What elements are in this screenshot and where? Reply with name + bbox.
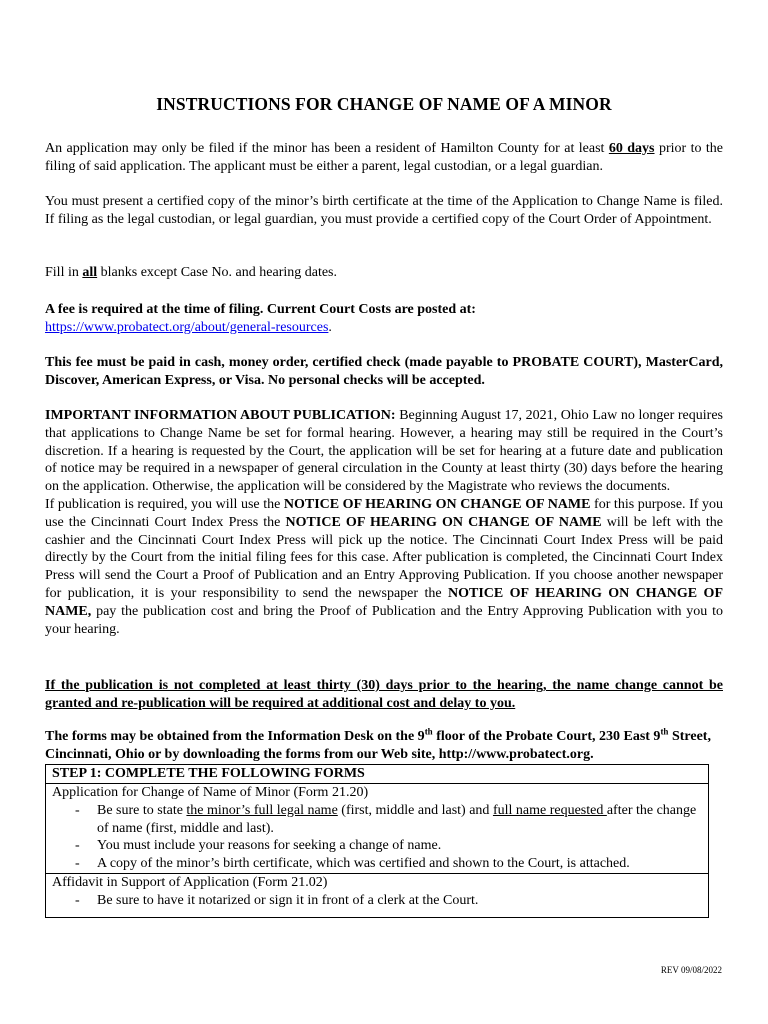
table-row-form-21-02	[46, 874, 708, 910]
list-item: - Be sure to state the minor’s full legal name (first, middle and last) and full name requested after the change of name (first, middle and last).	[75, 802, 697, 836]
form-21-02-title: Affidavit in Support of Application (Form 21.02)	[52, 874, 328, 890]
sixty-days-emphasis: 60 days	[608, 141, 655, 156]
publication-label: IMPORTANT INFORMATION ABOUT PUBLICATION:	[45, 408, 396, 423]
publication-paragraph: IMPORTANT INFORMATION ABOUT PUBLICATION: Beginning August 17, 2021, Ohio Law no longer requires that applications to Change Name be set for formal hearing. However, a hearing may still be required in the Court’s discretion. If a hearing is requested by the Court, the application will be set for hearing at a future date and publication of notice may be required in a newspaper of general circulation in the County at least thirty (30) days before the hearing on the application. Otherwise, the application will be considered by the Magistrate who reviews the documents. If publication is required, you will use the NOTICE OF HEARING ON CHANGE OF NAME for this purpose. If you use the Cincinnati Court Index Press the NOTICE OF HEARING ON CHANGE OF NAME will be left with the cashier and the Cincinnati Court Index Press will pick up the notice. The Cincinnati Court Index Press will be paid directly by the Court from the initial filing fees for this case. After publication is completed, the Cincinnati Court Index Press will send the Court a Proof of Publication and an Entry Approving Publication. If you choose another newspaper for publication, it is your responsibility to send the newspaper the NOTICE OF HEARING ON CHANGE OF NAME, pay the publication cost and bring the Proof of Publication and the Entry Approving Publication with you to your hearing.	[45, 408, 723, 637]
page-title: INSTRUCTIONS FOR CHANGE OF NAME OF A MINOR	[156, 94, 612, 114]
revision-date: REV 09/08/2022	[660, 965, 722, 975]
fill-blanks-paragraph: Fill in all blanks except Case No. and hearing dates.	[45, 265, 338, 280]
list-item: - You must include your reasons for seeking a change of name.	[75, 838, 442, 854]
birth-certificate-paragraph: You must present a certified copy of the minor’s birth certificate at the time of the Application to Change Name is filed. If filing as the legal custodian, or legal guardian, you must provide a certified copy of the Court Order of Appointment.	[45, 194, 723, 227]
list-item: - A copy of the minor’s birth certificate, which was certified and shown to the Court, is attached.	[75, 856, 630, 872]
court-costs-link[interactable]: https://www.probatect.org/about/general-resources	[45, 319, 329, 335]
form-21-20-title: Application for Change of Name of Minor (Form 21.20)	[52, 785, 369, 800]
list-item: - Be sure to have it notarized or sign it in front of a clerk at the Court.	[75, 892, 479, 908]
table-header: STEP 1: COMPLETE THE FOLLOWING FORMS	[46, 765, 708, 784]
forms-location-paragraph: The forms may be obtained from the Information Desk on the 9th floor of the Probate Court, 230 East 9th Street, Cincinnati, Ohio or by downloading the forms from our Web site, http://www.probatect.org.	[45, 726, 711, 762]
payment-paragraph: This fee must be paid in cash, money order, certified check (made payable to PROBATE COURT), MasterCard, Discover, American Express, or Visa. No personal checks will be accepted.	[45, 355, 723, 388]
publication-warning: If the publication is not completed at least thirty (30) days prior to the hearing, the name change cannot be granted and re-publication will be required at additional cost and delay to you.	[45, 678, 723, 711]
table-row-form-21-20	[46, 784, 708, 874]
forms-table	[45, 764, 709, 918]
residency-paragraph: An application may only be filed if the minor has been a resident of Hamilton County for at least 60 days prior to the filing of said application. The applicant must be either a parent, legal custodian, or a legal guardian.	[45, 141, 724, 174]
fee-paragraph: A fee is required at the time of filing. Current Court Costs are posted at: https://www.probatect.org/about/general-resources.	[45, 302, 476, 335]
all-emphasis: all	[82, 265, 98, 280]
